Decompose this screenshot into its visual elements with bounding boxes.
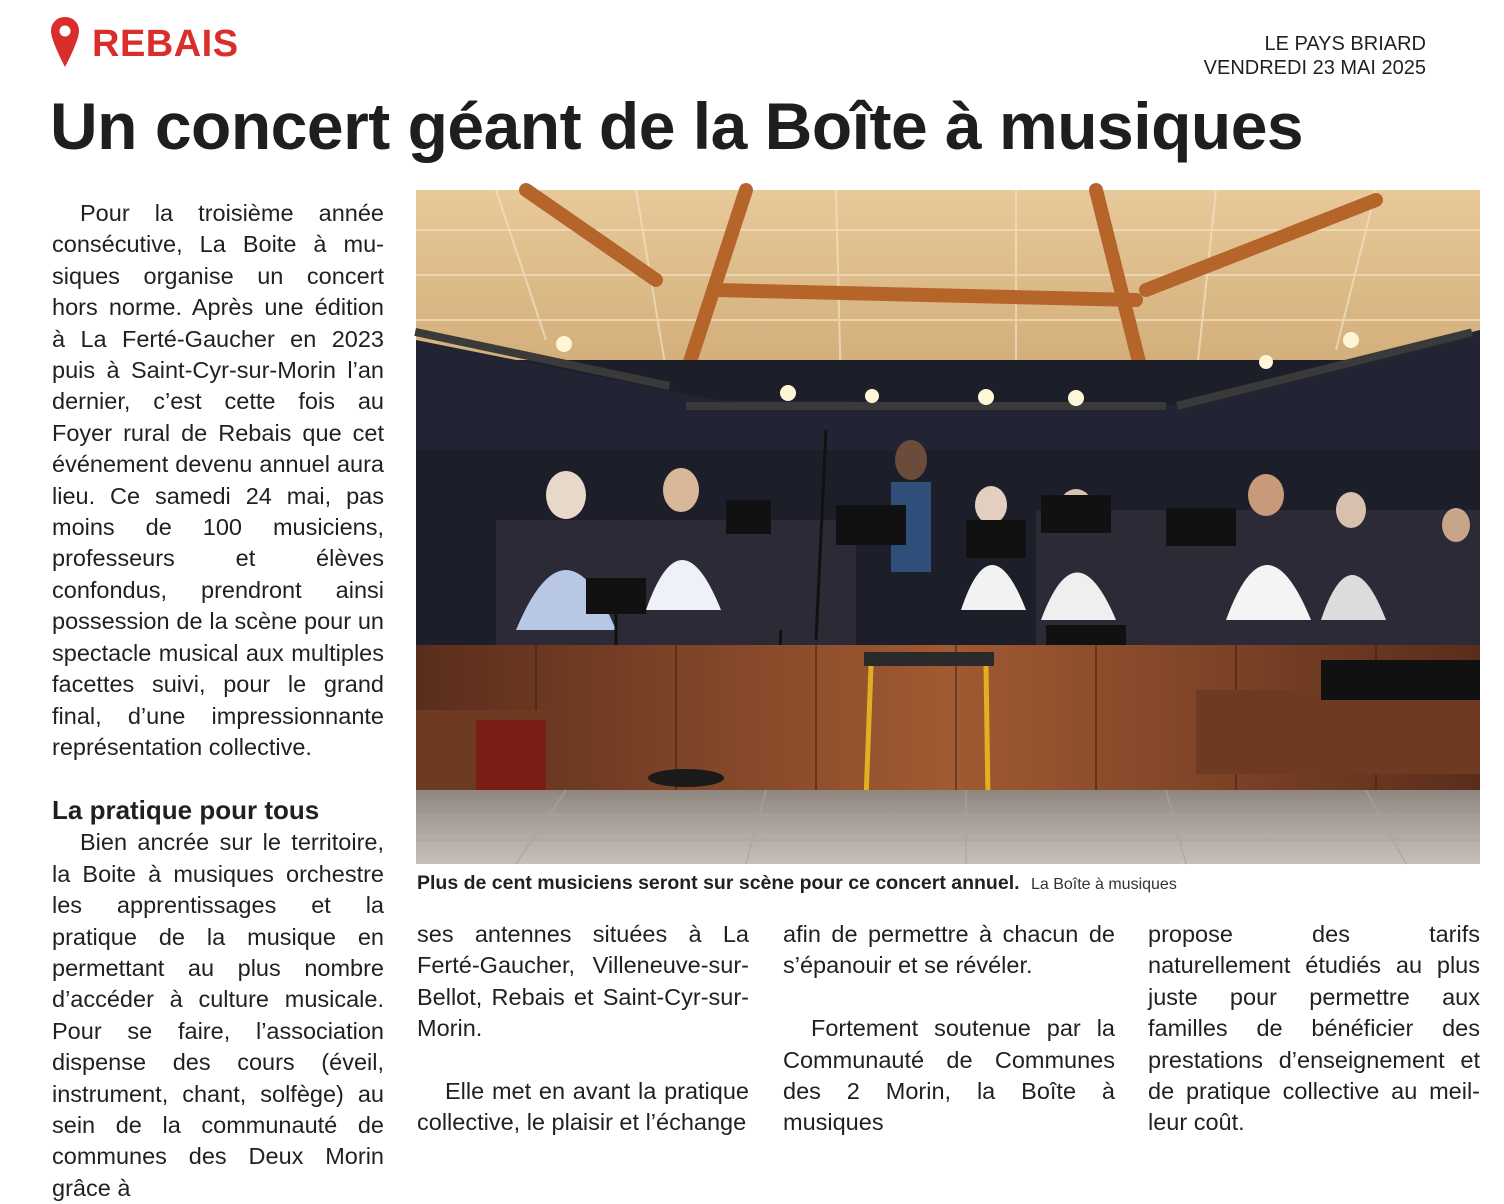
photo-caption	[417, 870, 1481, 898]
article-column-3	[783, 919, 1115, 1139]
article-column-1	[52, 198, 384, 1204]
caption-text: Plus de cent musiciens seront sur scène pour ce concert annuel.	[417, 872, 1020, 894]
article-intro: Pour la troisième année consécutive, La Boite à musiques organise un concert hors norme. Après une édition à La Ferté-Gaucher en 2023 puis à Saint-Cyr-sur-Morin l’an dernier, c’est cette fois au Foyer rural de Rebais que cet événement devenu annuel aura lieu. Ce samedi 24 mai, pas moins de 100 musiciens, professeurs et élèves confondus, prendront ainsi possession de la scène pour un spectacle musical aux multiples facettes suivi, pour le grand final, d’une impressionnante représentation collective.	[52, 200, 384, 760]
article-paragraph-3-continued: afin de permettre à chacun de s’épanouir et se révéler.	[783, 921, 1115, 979]
headline: Un concert géant de la Boîte à musiques	[50, 89, 1304, 163]
article-subhead: La pratique pour tous	[52, 795, 320, 826]
photo-credit: La Boîte à musiques	[1030, 876, 1177, 893]
article-paragraph-2: Bien ancrée sur le territoire, la Boite à musiques orchestre les apprentissages et la pratique de la musique en permettant au plus nombre d’accéder à culture musicale. Pour se faire, l’association dispense des cours (éveil, instrument, chant, solfège) au sein de la communauté de communes des Deux Morin grâce à	[52, 829, 384, 1201]
concert-stage-illustration	[416, 190, 1480, 864]
location-pin-icon	[50, 16, 80, 68]
article-paragraph-4-continued: propose des tarifs naturellement étudiés au plus juste pour permettre aux familles de bénéficier des prestations d’enseignement et de pratique collective au meilleur coût.	[1148, 921, 1480, 1136]
article-paragraph-4: Fortement soutenue par la Communauté de Communes des 2 Morin, la Boîte à musiques	[783, 1015, 1115, 1136]
publication-date: VENDREDI 23 MAI 2025	[1203, 57, 1426, 79]
section-tag	[50, 14, 239, 70]
article-column-4	[1148, 919, 1480, 1139]
concert-stage-photo	[416, 190, 1480, 864]
publication-name: LE PAYS BRIARD	[1264, 33, 1426, 55]
masthead	[1204, 32, 1426, 80]
article-paragraph-2-continued: ses antennes situées à La Ferté-Gaucher, Villeneuve-sur-Bellot, Rebais et Saint-Cyr-sur-Morin.	[417, 921, 749, 1042]
article-paragraph-3: Elle met en avant la pratique collective, le plaisir et l’échange	[417, 1078, 749, 1136]
article-column-2	[417, 919, 749, 1139]
section-label: REBAIS	[92, 23, 239, 65]
